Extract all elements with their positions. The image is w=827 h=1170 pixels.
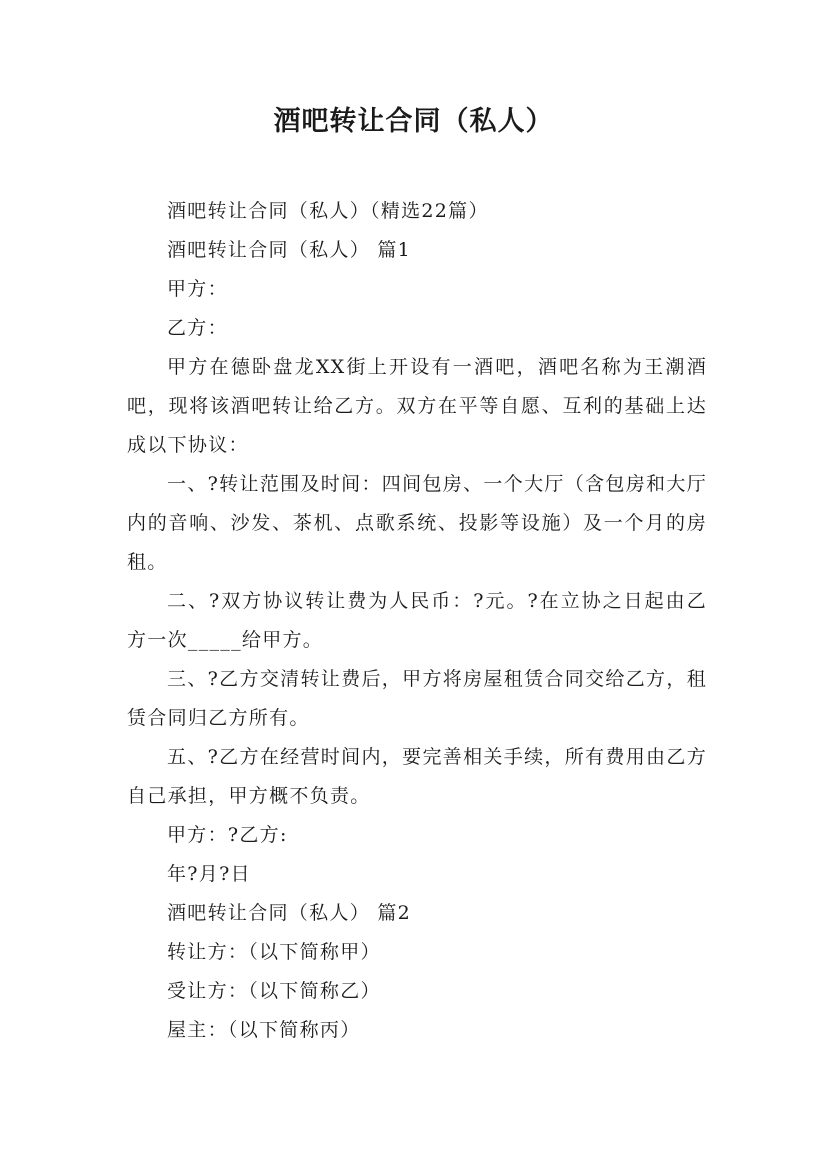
- document-title: 酒吧转让合同（私人）: [273, 106, 554, 137]
- paragraph-landlord: 屋主：（以下简称丙）: [167, 1019, 361, 1041]
- paragraph-subtitle: 酒吧转让合同（私人）（精选22篇）: [167, 200, 489, 222]
- paragraph-signatures: 甲方：?乙方:: [167, 824, 288, 846]
- paragraph-transferor: 转让方：（以下简称甲）: [167, 941, 381, 963]
- paragraph-clause-5: 五、?乙方在经营时间内，要完善相关手续，所有费用由乙方自己承担，甲方概不负责。: [127, 746, 707, 807]
- document-body: [127, 192, 707, 1050]
- paragraph-transferee: 受让方：（以下简称乙）: [167, 980, 381, 1002]
- paragraph-date: 年?月?日: [167, 863, 251, 885]
- paragraph-clause-2: 二、?双方协议转让费为人民币：?元。?在立协之日起由乙方一次_____给甲方。: [127, 590, 707, 651]
- paragraph-party-a: 甲方：: [167, 278, 228, 300]
- paragraph-party-b: 乙方：: [167, 317, 228, 339]
- paragraph-clause-3: 三、?乙方交清转让费后，甲方将房屋租赁合同交给乙方，租赁合同归乙方所有。: [127, 668, 707, 729]
- paragraph-intro: 甲方在德卧盘龙XX街上开设有一酒吧，酒吧名称为王潮酒吧，现将该酒吧转让给乙方。双方在平等自愿、互利的基础上达成以下协议：: [127, 356, 707, 456]
- paragraph-section-heading-1: 酒吧转让合同（私人） 篇1: [167, 239, 412, 261]
- paragraph-clause-1: 一、?转让范围及时间：四间包房、一个大厅（含包房和大厅内的音响、沙发、茶机、点歌系统、投影等设施）及一个月的房租。: [127, 473, 707, 573]
- paragraph-section-heading-2: 酒吧转让合同（私人） 篇2: [167, 902, 412, 924]
